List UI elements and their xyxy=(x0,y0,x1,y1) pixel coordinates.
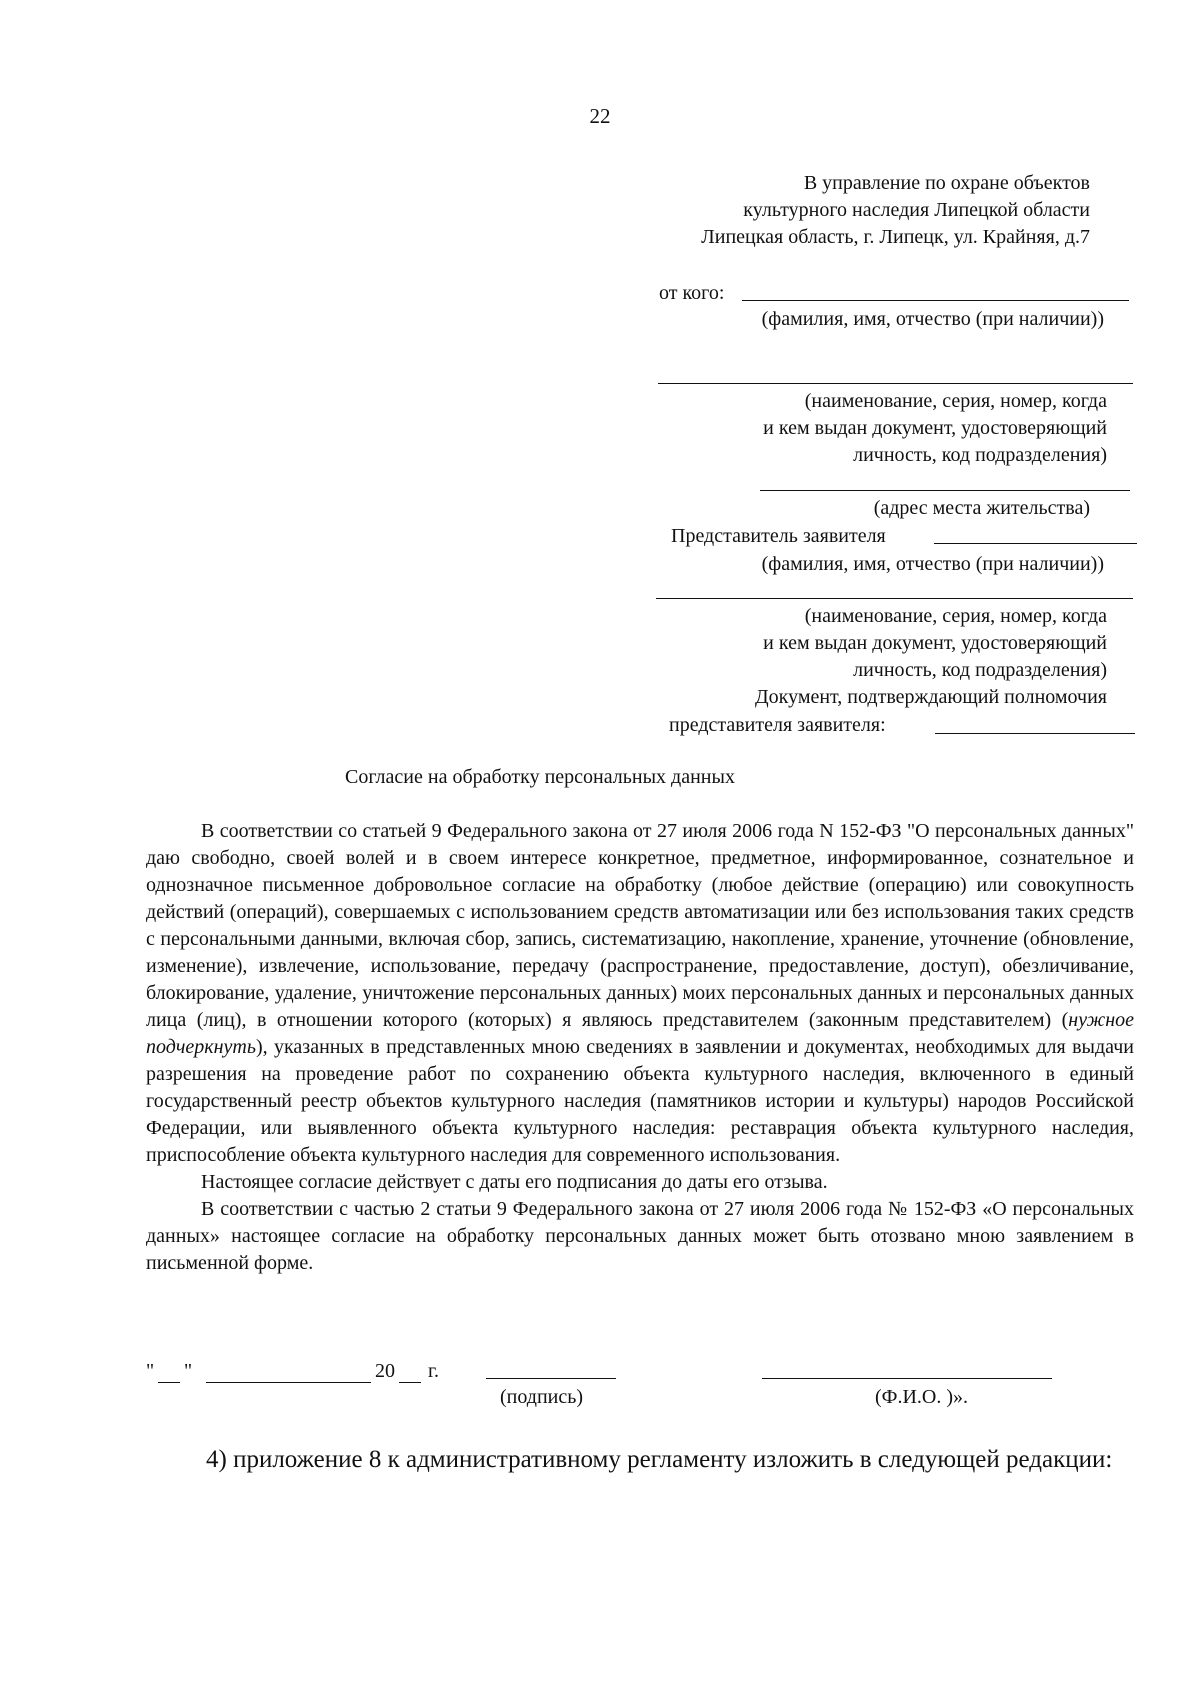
representative-field[interactable] xyxy=(934,543,1137,544)
doc-hint-line-2: и кем выдан документ, удостоверяющий xyxy=(763,417,1107,439)
date-open-quote: " xyxy=(146,1360,155,1382)
consent-paragraph-2: Настоящее согласие действует с даты его подписания до даты его отзыва. xyxy=(201,1171,828,1193)
date-month-field[interactable] xyxy=(206,1382,371,1383)
consent-title: Согласие на обработку персональных данных xyxy=(345,766,735,788)
date-year-prefix: 20 xyxy=(375,1360,395,1382)
authority-document-field[interactable] xyxy=(935,733,1135,734)
amendment-paragraph: 4) приложение 8 к административному регламенту изложить в следующей редакции: xyxy=(206,1446,1113,1473)
addressee-line-3: Липецкая область, г. Липецк, ул. Крайняя, д.7 xyxy=(701,226,1090,248)
representative-label: Представитель заявителя xyxy=(671,525,886,547)
address-field[interactable] xyxy=(760,490,1130,491)
fio-field[interactable] xyxy=(762,1378,1052,1379)
authority-line-2: представителя заявителя: xyxy=(669,714,886,736)
date-day-field[interactable] xyxy=(158,1382,180,1383)
from-name-field[interactable] xyxy=(742,300,1129,301)
fio-hint: (Ф.И.О. )». xyxy=(875,1386,969,1408)
representative-document-field[interactable] xyxy=(656,598,1133,599)
addressee-line-1: В управление по охране объектов xyxy=(803,172,1090,194)
from-hint: (фамилия, имя, отчество (при наличии)) xyxy=(761,308,1104,330)
rep-doc-hint-line-1: (наименование, серия, номер, когда xyxy=(804,605,1107,627)
paragraph-1-text: В соответствии со статьей 9 Федерального закона от 27 июля 2006 года N 152-ФЗ "О персональных данных" даю свободно, своей волей и в своем интересе конкретное, предметное, информированное, сознательное и однозначное письменное добровольное согласие на обработку (любое действие (операцию) или совокупность действий (операций), совершаемых с использованием средств автоматизации или без использования таких средств с персональными данными, включая сбор, запись, систематизацию, накопление, хранение, уточнение (обновление, изменение), извлечение, использование, передачу (распространение, предоставление, доступ), обезличивание, блокирование, удаление, уничтожение персональных данных) моих персональных данных и персональных данных лица (лиц), в отношении которого (которых) я являюсь представителем (законным представителем) ( xyxy=(146,820,1134,1031)
date-year-field[interactable] xyxy=(399,1382,421,1383)
page-number: 22 xyxy=(589,104,611,128)
paragraph-1-text-end: ), указанных в представленных мною сведениях в заявлении и документах, необходимых для выдачи разрешения на проведение работ по сохранению объекта культурного наследия, включенного в единый государственный реестр объектов культурного наследия (памятников истории и культуры) народов Российской Федерации, или выявленного объекта культурного наследия: реставрация объекта культурного наследия, приспособление объекта культурного наследия для современного использования. xyxy=(146,1036,1134,1166)
signature-field[interactable] xyxy=(486,1378,616,1379)
doc-hint-line-3: личность, код подразделения) xyxy=(853,444,1107,466)
doc-hint-line-1: (наименование, серия, номер, когда xyxy=(804,390,1107,412)
date-close-quote: " xyxy=(184,1360,193,1382)
amendment-text xyxy=(146,1440,1136,1480)
consent-body xyxy=(146,818,1134,1277)
from-label: от кого: xyxy=(659,282,725,304)
authority-line-1: Документ, подтверждающий полномочия xyxy=(755,686,1107,708)
consent-paragraph-1 xyxy=(146,818,1134,1169)
address-hint: (адрес места жительства) xyxy=(873,497,1090,519)
consent-paragraph-3: В соответствии с частью 2 статьи 9 Федерального закона от 27 июля 2006 года № 152-ФЗ «О персональных данных» настоящее согласие на обработку персональных данных может быть отозвано мною заявлением в письменной форме. xyxy=(146,1198,1134,1274)
date-year-suffix: г. xyxy=(428,1360,439,1382)
from-document-field[interactable] xyxy=(658,383,1133,384)
representative-hint: (фамилия, имя, отчество (при наличии)) xyxy=(761,553,1104,575)
rep-doc-hint-line-3: личность, код подразделения) xyxy=(853,659,1107,681)
addressee-line-2: культурного наследия Липецкой области xyxy=(743,199,1090,221)
signature-hint: (подпись) xyxy=(500,1386,584,1408)
paragraph-1-italic: нужное подчеркнуть xyxy=(146,1009,1134,1058)
rep-doc-hint-line-2: и кем выдан документ, удостоверяющий xyxy=(763,632,1107,654)
